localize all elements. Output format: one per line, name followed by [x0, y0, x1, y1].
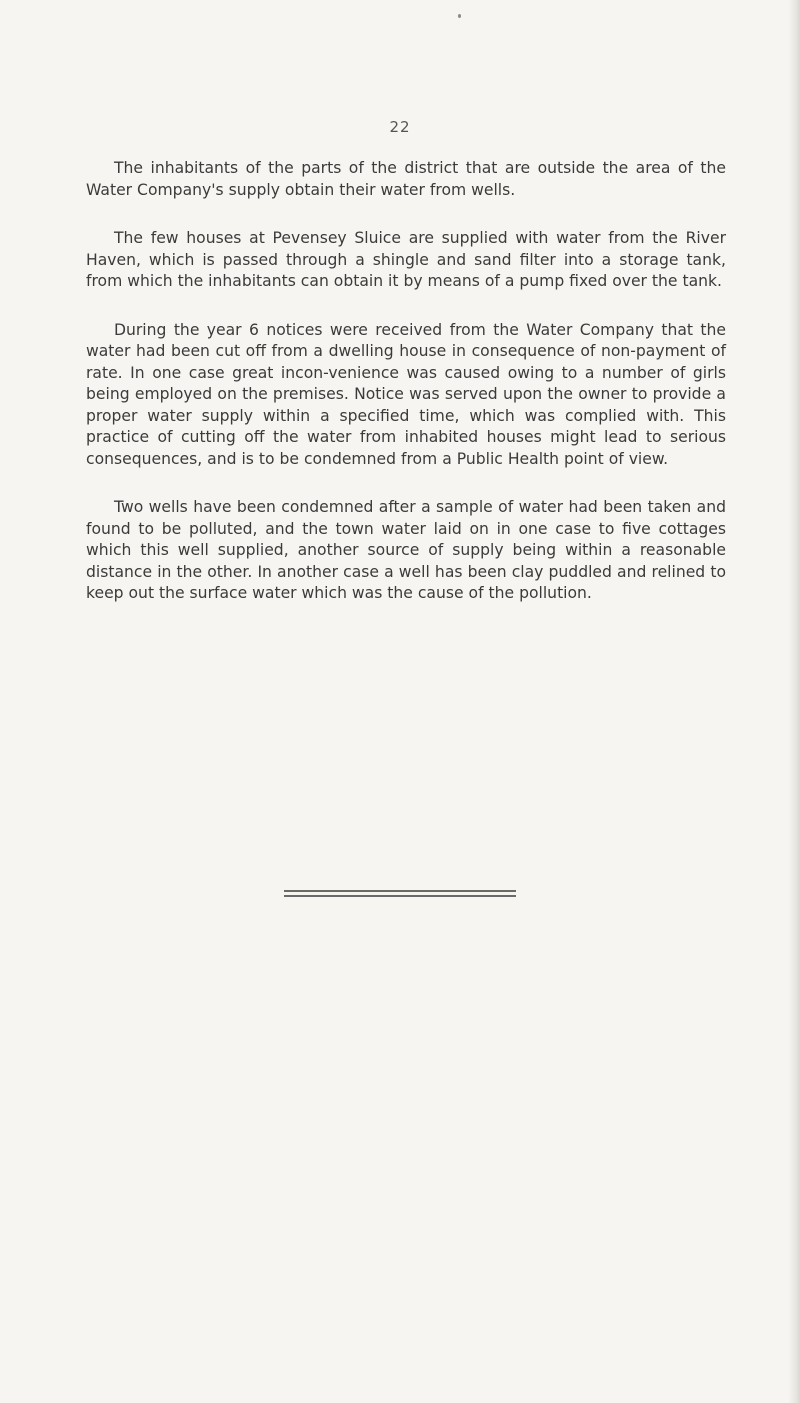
- paragraph-condemned-wells: Two wells have been condemned after a sample of water had been taken and found to be polluted, and the town water laid on in one case to five cottages which this well supplied, another source of supply being within a reasonable distance in the other. In another case a well has been clay puddled and relined to keep out the surface water which was the cause of the pollution.: [86, 498, 726, 602]
- page-edge-shadow: [788, 0, 800, 1403]
- page-number: 22: [389, 118, 411, 136]
- ink-speck: [458, 14, 461, 18]
- body-text: [86, 158, 726, 632]
- end-rule-bottom: [284, 895, 516, 897]
- paragraph-pevensey-sluice: The few houses at Pevensey Sluice are supplied with water from the River Haven, which is passed through a shingle and sand filter into a storage tank, from which the inhabitants can obtain it by means of a pump fixed over the tank.: [86, 229, 726, 290]
- paragraph-wells-supply: The inhabitants of the parts of the district that are outside the area of the Water Company's supply obtain their water from wells.: [86, 159, 726, 199]
- end-rule-top: [284, 890, 516, 892]
- paragraph-water-cut-off: During the year 6 notices were received from the Water Company that the water had been cut off from a dwelling house in consequence of non-payment of rate. In one case great incon-venience was caused owing to a number of girls being employed on the premises. Notice was served upon the owner to provide a proper water supply within a specified time, which was complied with. This practice of cutting off the water from inhabited houses might lead to serious consequences, and is to be condemned from a Public Health point of view.: [86, 320, 726, 468]
